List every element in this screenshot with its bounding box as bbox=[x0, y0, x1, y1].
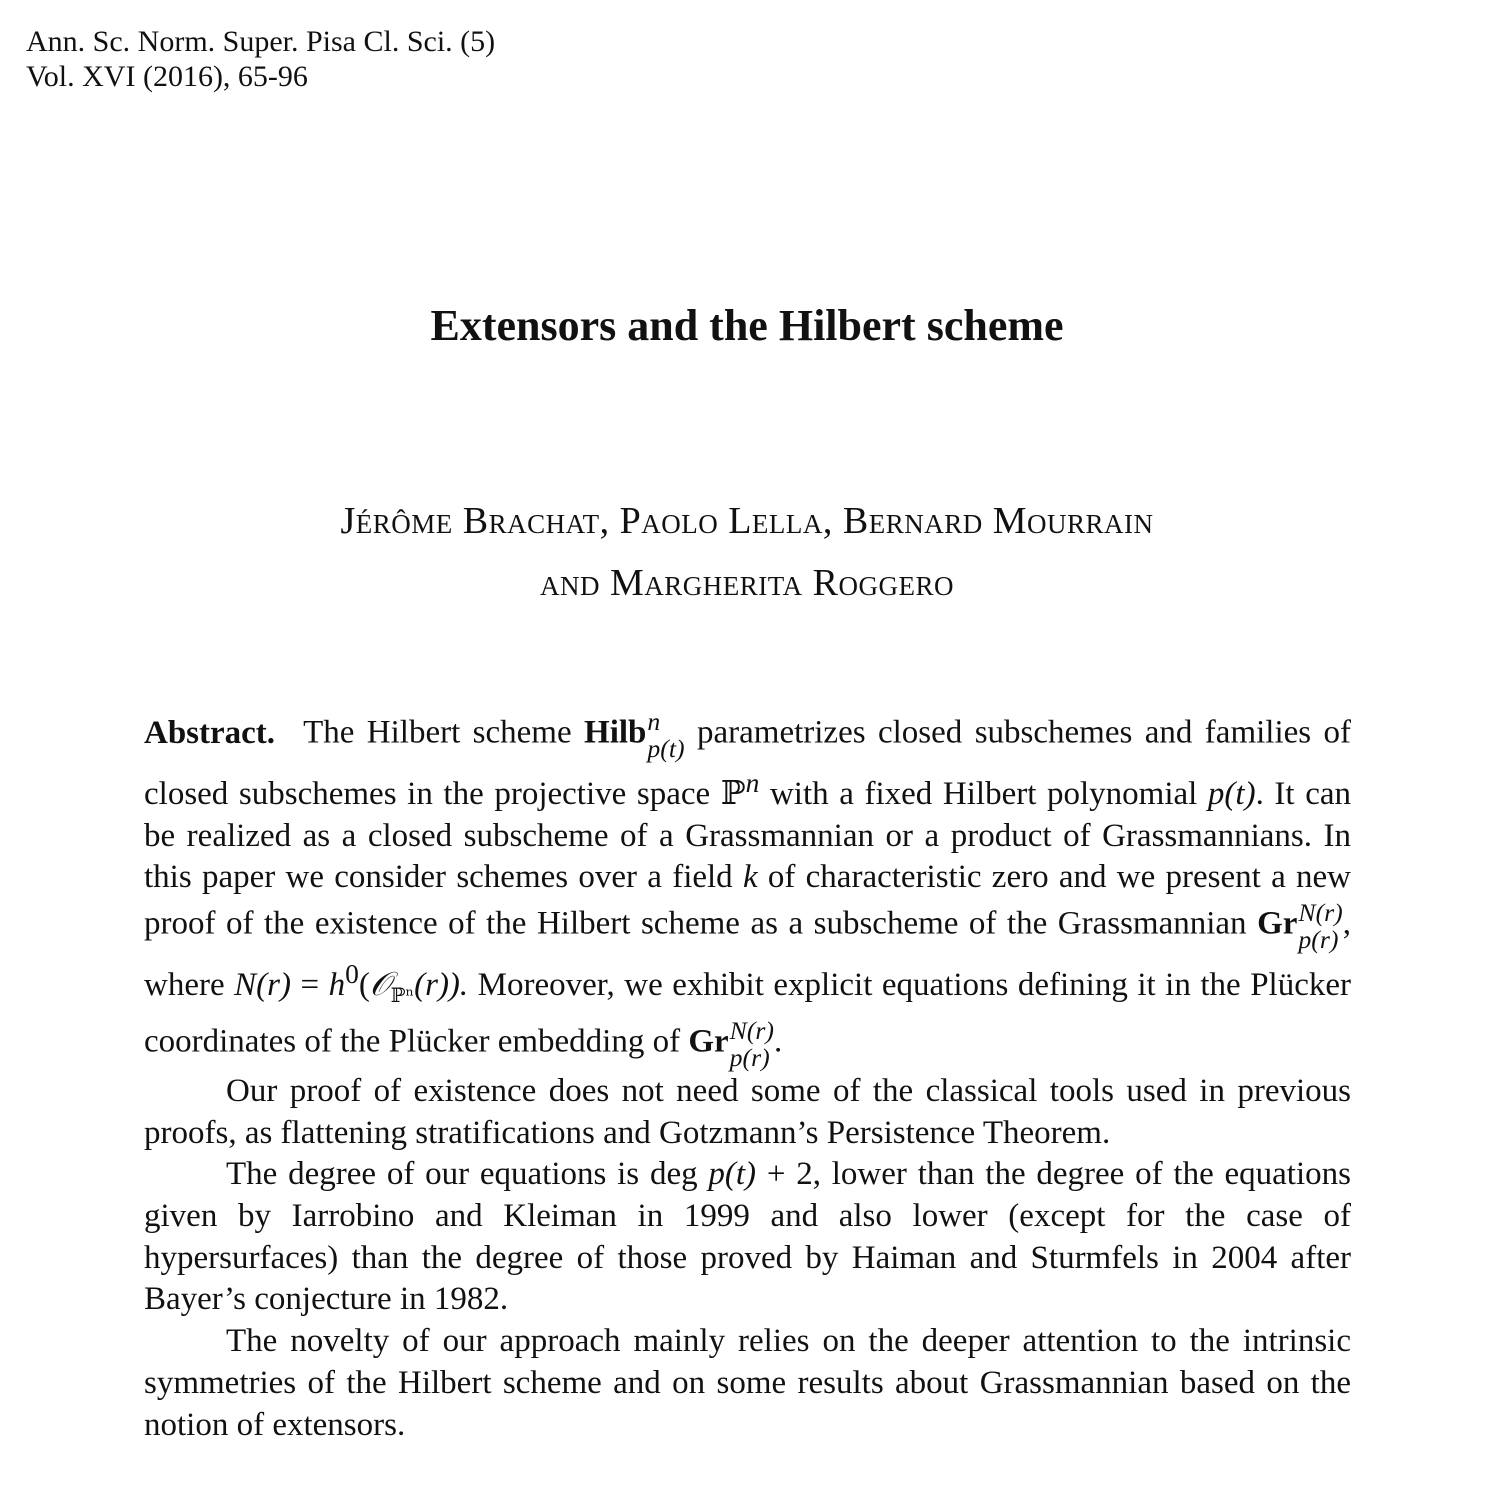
grassmannian-symbol: Gr bbox=[1257, 905, 1298, 942]
abstract-paragraph-4: The novelty of our approach mainly relies on the deeper attention to the intrinsic symmetries of the Hilbert scheme and on some results about Grassmannian based on the notion of extensors. bbox=[144, 1323, 1351, 1443]
author-line-2: and Margherita Roggero bbox=[540, 562, 954, 604]
journal-line-2: Vol. XVI (2016), 65-96 bbox=[26, 60, 308, 93]
open-paren: ( bbox=[358, 967, 370, 1004]
field-symbol: k bbox=[742, 859, 758, 896]
p1-text-2: parametrizes closed subschemes and families of closed subschemes in the projective space bbox=[144, 714, 1352, 813]
n-of-r: N(r) bbox=[234, 967, 291, 1004]
p1-text-7: Moreover, we exhibit explicit equations defining it in the Plücker coordinates of the Plücker embedding of bbox=[144, 967, 1351, 1060]
close-paren: (r)). bbox=[414, 967, 469, 1004]
structure-sheaf-symbol: 𝒪 bbox=[369, 964, 391, 1004]
equals-sign: = bbox=[290, 967, 329, 1004]
grassmannian-symbol-2: Gr bbox=[688, 1023, 729, 1060]
p1-text-6: , where bbox=[144, 905, 1351, 1004]
h-exponent: 0 bbox=[345, 958, 359, 990]
p1-text-3: with a fixed Hilbert polynomial bbox=[759, 776, 1208, 813]
p3-text-1: The degree of our equations is deg bbox=[226, 1156, 709, 1193]
author-line-1: Jérôme Brachat, Paolo Lella, Bernard Mourrain bbox=[340, 500, 1154, 542]
grassmannian-subscript: p(r) bbox=[1298, 925, 1339, 955]
grassmannian-superscript-2: N(r) bbox=[729, 1015, 774, 1045]
hilb-scripts bbox=[647, 708, 684, 762]
abstract-label: Abstract. bbox=[144, 714, 276, 751]
p1-text-4: . It can be realized as a closed subscheme of a Grassmannian or a product of Grassmannians. In this paper we consider schemes over a field bbox=[144, 776, 1351, 896]
journal-line-1: Ann. Sc. Norm. Super. Pisa Cl. Sci. (5) bbox=[26, 25, 496, 58]
p3-text-2: + 2, lower than the degree of the equations given by Iarrobino and Kleiman in 1999 and also lower (except for the case of hypersurfaces) than the degree of those proved by Haiman and Sturmfels in 2004 after Bayer’s conjecture in 1982. bbox=[144, 1156, 1351, 1318]
p1-text-5: of characteristic zero and we present a new proof of the existence of the Hilbert scheme as a subscheme of the Grassmannian bbox=[144, 859, 1351, 942]
abstract-paragraph-3 bbox=[144, 1154, 1351, 1321]
h-symbol: h bbox=[328, 967, 346, 1004]
p1-text-8: . bbox=[774, 1023, 783, 1060]
abstract-paragraph-1 bbox=[144, 708, 1351, 1071]
abstract bbox=[144, 708, 1351, 1446]
grassmannian-subscript-2: p(r) bbox=[729, 1042, 770, 1072]
grassmannian-superscript: N(r) bbox=[1298, 898, 1343, 928]
paper-title: Extensors and the Hilbert scheme bbox=[430, 301, 1064, 350]
journal-citation bbox=[26, 24, 495, 94]
p3-polynomial: p(t) bbox=[708, 1156, 757, 1193]
grassmannian-scripts bbox=[1298, 899, 1342, 953]
sheaf-subscript: ℙⁿ bbox=[390, 984, 415, 1008]
projective-space-symbol: ℙ bbox=[720, 773, 746, 813]
grassmannian-scripts-2 bbox=[730, 1017, 774, 1071]
hilb-symbol: Hilb bbox=[584, 714, 647, 751]
abstract-paragraph-2: Our proof of existence does not need some of the classical tools used in previous proofs, as flattening stratifications and Gotzmann’s Persistence Theorem. bbox=[144, 1072, 1351, 1151]
hilb-superscript: n bbox=[647, 707, 661, 736]
author-list bbox=[0, 490, 1494, 614]
hilbert-polynomial: p(t) bbox=[1207, 776, 1256, 813]
p1-text-1: The Hilbert scheme bbox=[303, 714, 585, 751]
hilb-subscript: p(t) bbox=[647, 734, 685, 764]
projective-space-exponent: n bbox=[745, 767, 760, 799]
